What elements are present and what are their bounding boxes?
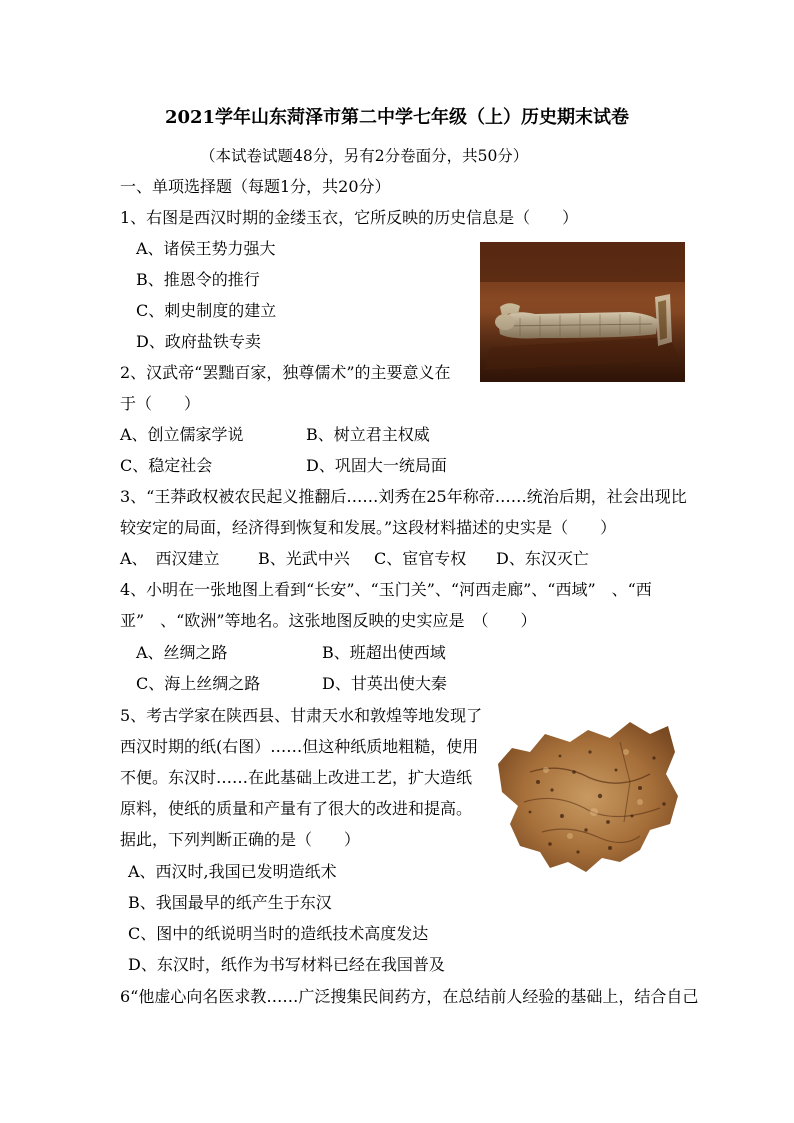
q2-option-b: B、树立君主权威 [306, 425, 430, 444]
q2-option-a: A、创立儒家学说 [120, 425, 244, 444]
q5-option-a: A、西汉时,我国已发明造纸术 [128, 862, 337, 881]
q3-option-a: A、 西汉建立 [120, 549, 220, 568]
q3-option-d: D、东汉灭亡 [496, 549, 589, 568]
q5-stem-line3: 不便。东汉时……在此基础上改进工艺，扩大造纸 [120, 768, 473, 787]
q5-stem-line5: 据此，下列判断正确的是（ ） [120, 830, 361, 849]
q6-stem-line1: 6“他虚心向名医求教……广泛搜集民间药方，在总结前人经验的基础上，结合自己 [120, 987, 699, 1006]
q3-option-c: C、宦官专权 [374, 549, 467, 568]
jade-burial-suit-photo [480, 242, 685, 382]
q3-stem-line2: 较安定的局面，经济得到恢复和发展。”这段材料描述的史实是（ ） [120, 518, 617, 537]
q5-option-d: D、东汉时，纸作为书写材料已经在我国普及 [128, 955, 445, 974]
q2-option-c: C、稳定社会 [120, 456, 213, 475]
q3-stem-line1: 3、“王莽政权被农民起义推翻后……刘秀在25年称帝……统治后期，社会出现比 [120, 487, 687, 506]
q4-option-b: B、班超出使西域 [322, 643, 446, 662]
page-title: 2021学年山东菏泽市第二中学七年级（上）历史期末试卷 [164, 107, 630, 128]
exam-subtitle: （本试卷试题48分，另有2分卷面分，共50分） [200, 147, 529, 165]
q5-stem-line2: 西汉时期的纸(右图）……但这种纸质地粗糙，使用 [120, 737, 479, 756]
q5-stem-line1: 5、考古学家在陕西县、甘肃天水和敦煌等地发现了 [120, 706, 483, 725]
q1-option-a: A、诸侯王势力强大 [136, 239, 276, 258]
q2-option-d: D、巩固大一统局面 [306, 456, 447, 475]
q1-option-d: D、政府盐铁专卖 [136, 332, 261, 351]
q4-stem-line1: 4、小明在一张地图上看到“长安”、“玉门关”、“河西走廊”、“西域” 、“西 [120, 580, 652, 599]
q2-stem-line1: 2、汉武帝“罢黜百家，独尊儒术”的主要意义在 [120, 363, 451, 382]
q1-option-b: B、推恩令的推行 [136, 270, 260, 289]
section-heading: 一、单项选择题（每题1分，共20分） [120, 177, 391, 196]
q4-option-d: D、甘英出使大秦 [322, 674, 447, 693]
q4-stem-line2: 亚” 、“欧洲”等地名。这张地图反映的史实应是 （ ） [120, 611, 537, 630]
q2-stem-line2: 于（ ） [120, 394, 201, 413]
q4-option-c: C、海上丝绸之路 [136, 674, 261, 693]
q3-option-b: B、光武中兴 [258, 549, 350, 568]
q5-option-b: B、我国最早的纸产生于东汉 [128, 893, 332, 912]
q5-stem-line4: 原料，使纸的质量和产量有了很大的改进和提高。 [120, 799, 473, 818]
q1-stem: 1、右图是西汉时期的金缕玉衣，它所反映的历史信息是（ ） [120, 208, 579, 227]
q1-option-c: C、刺史制度的建立 [136, 301, 277, 320]
q4-option-a: A、丝绸之路 [136, 643, 228, 662]
ancient-paper-fragment-photo [490, 712, 685, 884]
q5-option-c: C、图中的纸说明当时的造纸技术高度发达 [128, 924, 429, 943]
